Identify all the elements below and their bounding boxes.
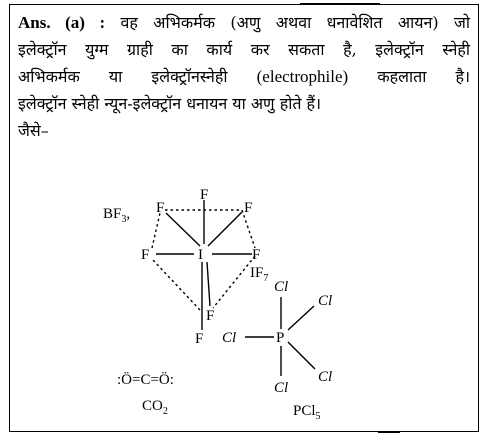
if7-dotted-edge (213, 256, 255, 308)
if7-dotted-edge (153, 260, 200, 310)
if7-atom-f: F (156, 200, 165, 216)
pcl5-bond (288, 306, 314, 330)
answer-line-3: अभिकर्मक या इलेक्ट्रॉनस्नेही (electrophile) कहलाता है। (18, 67, 471, 86)
answer-line-1: Ans. (a) : वह अभिकर्मक (अणु अथवा धनावेशित आयन) जो (18, 13, 470, 32)
if7-dotted-edge (152, 213, 160, 248)
if7-bond (208, 212, 242, 246)
pcl5-atom-cl: Cl (222, 330, 237, 346)
if7-center-atom: I (198, 247, 203, 263)
pcl5-atom-cl: Cl (274, 279, 289, 295)
if7-atom-f: F (141, 247, 150, 263)
if7-atom-f: F (244, 200, 253, 216)
if7-bond (207, 262, 210, 306)
answer-line-5: जैसे– (18, 121, 49, 140)
if7-atom-f: F (195, 331, 204, 347)
if7-bond (166, 213, 200, 246)
if7-atom-f: F (206, 308, 215, 324)
answer-prefix: Ans. (a) : (18, 13, 106, 32)
if7-atom-f: F (200, 187, 209, 203)
bf3-label: $BF_3$, (103, 206, 131, 225)
pcl5-atom-cl: Cl (318, 293, 333, 309)
co2-label: $CO_2$ (142, 398, 168, 417)
pcl5-atom-cl: Cl (318, 369, 333, 385)
answer-line-2: इलेक्ट्रॉन युग्म ग्राही का कार्य कर सकता है, इलेक्ट्रॉन स्नेही (18, 40, 470, 59)
if7-structure (152, 200, 255, 330)
electrophile-term: (electrophile) (256, 67, 349, 86)
pcl5-bond (288, 342, 315, 369)
answer-line-4: इलेक्ट्रॉन स्नेही न्यून-इलेक्ट्रॉन धनायन या अणु होते हैं। (18, 94, 322, 113)
co2-structure: :Ö=C=Ö: (117, 372, 174, 388)
pcl5-label: PCl$_5$ (293, 403, 321, 422)
if7-atom-f: F (252, 247, 261, 263)
pcl5-atom-cl: Cl (274, 380, 289, 396)
pcl5-center-atom: P (276, 330, 285, 346)
if7-label: $IF_7$ (250, 265, 269, 284)
